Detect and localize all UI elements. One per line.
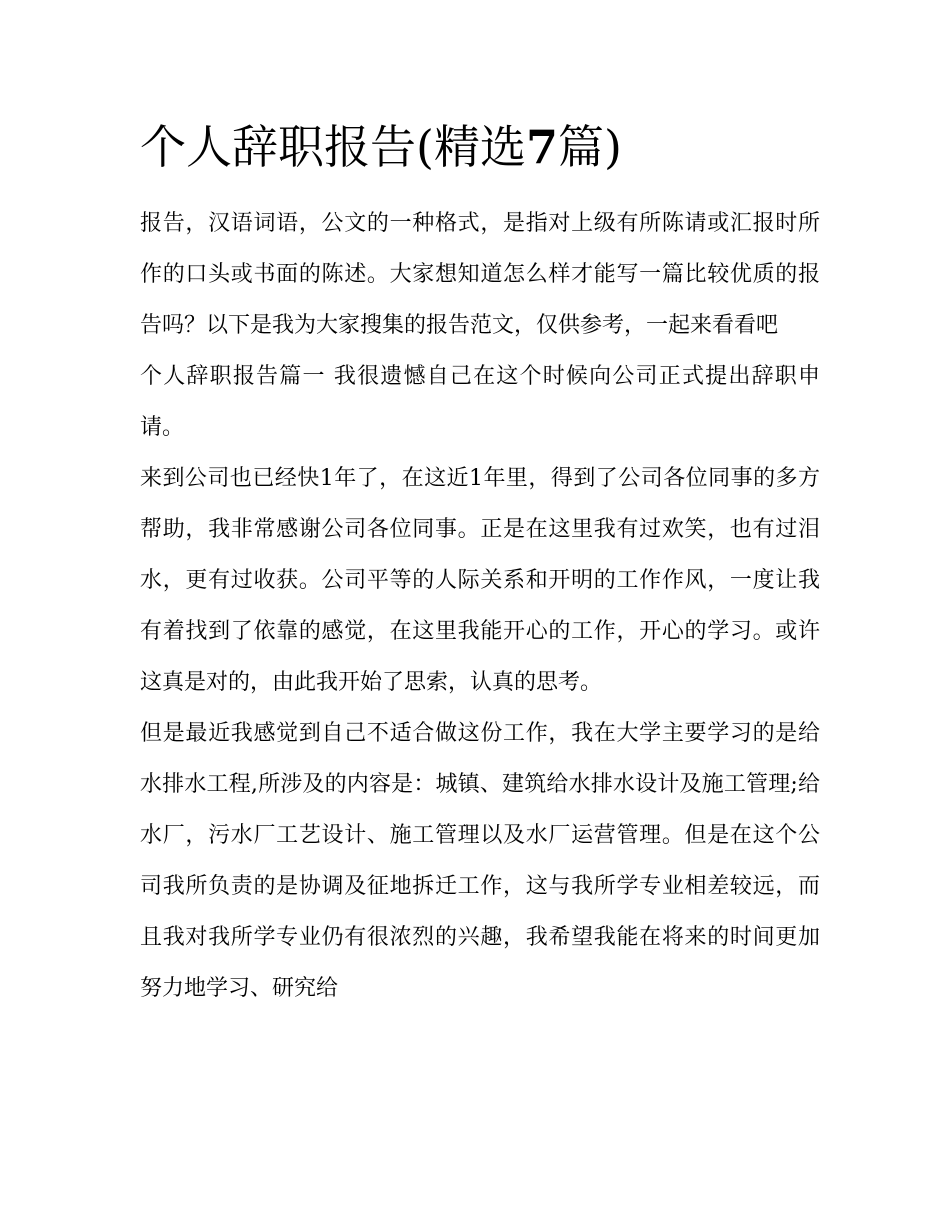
paragraph-intro: 报告，汉语词语，公文的一种格式，是指对上级有所陈请或汇报时所作的口头或书面的陈述。大家想知道怎么样才能写一篇比较优质的报告吗？以下是我为大家搜集的报告范文，仅供参考，一起来看看吧 [140, 211, 820, 338]
document-title [140, 112, 820, 182]
title-number: 7 [525, 120, 558, 174]
document-body [140, 112, 820, 1014]
title-prefix: 个人辞职报告(精选 [140, 120, 526, 174]
title-suffix: 篇) [557, 120, 622, 174]
paragraph-section-one-heading: 个人辞职报告篇一 我很遗憾自己在这个时候向公司正式提出辞职申请。 [140, 364, 820, 440]
paragraph-gratitude: 来到公司也已经快1年了，在这近1年里，得到了公司各位同事的多方帮助，我非常感谢公司各位同事。正是在这里我有过欢笑，也有过泪水，更有过收获。公司平等的人际关系和开明的工作作风，一度让我有着找到了依靠的感觉，在这里我能开心的工作，开心的学习。或许这真是对的，由此我开始了思索，认真的思考。 [140, 466, 820, 695]
paragraph-reason: 但是最近我感觉到自己不适合做这份工作，我在大学主要学习的是给水排水工程,所涉及的内容是：城镇、建筑给水排水设计及施工管理;给水厂，污水厂工艺设计、施工管理以及水厂运营管理。但是在这个公司我所负责的是协调及征地拆迁工作，这与我所学专业相差较远，而且我对我所学专业仍有很浓烈的兴趣，我希望我能在将来的时间更加努力地学习、研究给 [140, 721, 820, 1001]
